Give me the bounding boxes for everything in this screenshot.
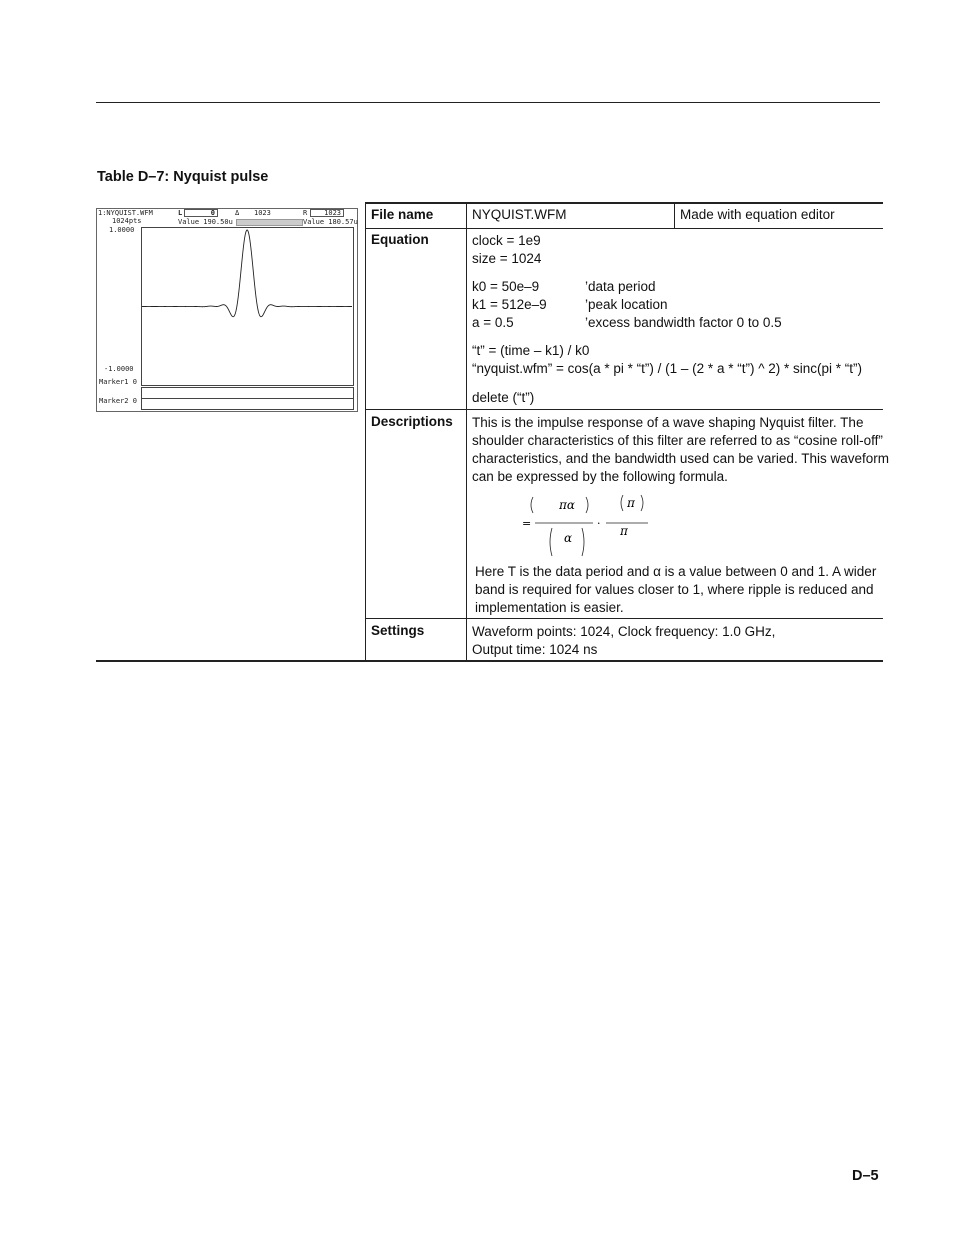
waveform-screen-capture — [96, 208, 358, 412]
description-line: This is the impulse response of a wave shaping Nyquist filter. The — [472, 415, 864, 430]
column-divider — [674, 202, 675, 229]
description-line: implementation is easier. — [475, 600, 624, 615]
waveform-plot — [141, 227, 354, 386]
capture-r-label: R — [303, 209, 308, 217]
header-rule — [96, 102, 880, 103]
capture-value-right: Value 180.57u — [303, 218, 358, 226]
file-name-note: Made with equation editor — [680, 207, 835, 222]
capture-l-box — [184, 209, 218, 217]
equation-label: Equation — [371, 232, 429, 247]
settings-label: Settings — [371, 623, 425, 638]
descriptions-label: Descriptions — [371, 414, 453, 429]
capture-r-box — [310, 209, 344, 217]
description-text — [472, 414, 889, 486]
equation-line: “nyquist.wfm” = cos(a * pi * “t”) / (1 – (2 * a * “t”) ^ 2) * sinc(pi * “t”) — [472, 361, 863, 376]
capture-value-left: Value 190.50u — [178, 218, 233, 226]
capture-filename: 1:NYQUIST.WFM — [98, 209, 153, 217]
capture-delta-value: 1023 — [254, 209, 271, 217]
nyquist-waveform-line — [142, 230, 352, 317]
equation-line: k1 = 512e–9 ’peak location — [472, 297, 668, 312]
table-caption: Table D–7: Nyquist pulse — [97, 169, 269, 185]
capture-points: 1024pts — [112, 217, 142, 225]
formula-denominator-1: α — [564, 531, 573, 545]
row-divider — [366, 618, 883, 619]
formula-denominator-2: π — [620, 524, 628, 538]
capture-marker2: Marker2 0 — [99, 397, 137, 405]
table-bottom-rule — [96, 660, 883, 662]
formula-numerator-2: π — [627, 496, 635, 510]
column-divider — [365, 202, 366, 661]
waveform-trace — [142, 228, 353, 385]
equation-line: clock = 1e9 — [472, 233, 541, 248]
description-line: characteristics, and the bandwidth used can be varied. This waveform — [472, 451, 889, 466]
column-divider — [466, 202, 467, 661]
equation-line: “t” = (time – k1) / k0 — [472, 343, 590, 358]
capture-delta-label: Δ — [235, 209, 240, 217]
file-name-value: NYQUIST.WFM — [472, 207, 567, 222]
equation-line: size = 1024 — [472, 251, 542, 266]
description-line: shoulder characteristics of this filter are referred to as “cosine roll-off” — [472, 433, 883, 448]
description-text-2 — [475, 563, 876, 617]
capture-marker2-box — [141, 398, 354, 410]
settings-text — [472, 623, 775, 659]
capture-marker1: Marker1 0 — [99, 378, 137, 386]
settings-line: Waveform points: 1024, Clock frequency: 1.0 GHz, — [472, 624, 776, 639]
description-line: Here T is the data period and α is a value between 0 and 1. A wider — [475, 564, 877, 579]
equation-line: delete (“t”) — [472, 390, 535, 405]
equation-block — [472, 232, 862, 407]
nyquist-formula — [520, 490, 660, 560]
capture-y-max: 1.0000 — [109, 226, 135, 234]
formula-numerator-1: πα — [559, 498, 575, 512]
file-name-label: File name — [371, 207, 434, 222]
capture-value-bar — [236, 219, 303, 226]
formula-graphic — [520, 490, 660, 560]
capture-y-min: -1.0000 — [104, 365, 134, 373]
formula-equals: = — [522, 517, 532, 530]
row-divider — [366, 409, 883, 410]
equation-line: a = 0.5 ’excess bandwidth factor 0 to 0.5 — [472, 315, 782, 330]
settings-line: Output time: 1024 ns — [472, 642, 598, 657]
description-line: band is required for values closer to 1, where ripple is reduced and — [475, 582, 874, 597]
row-divider — [366, 228, 883, 229]
capture-l-label: L — [178, 209, 183, 217]
description-line: can be expressed by the following formula. — [472, 469, 728, 484]
capture-l-value: 0 — [210, 209, 215, 217]
capture-r-value: 1023 — [324, 209, 341, 217]
page-number: D–5 — [852, 1168, 879, 1184]
equation-line: k0 = 50e–9 ’data period — [472, 279, 656, 294]
table-top-rule — [366, 202, 883, 204]
formula-dot: · — [597, 517, 601, 530]
